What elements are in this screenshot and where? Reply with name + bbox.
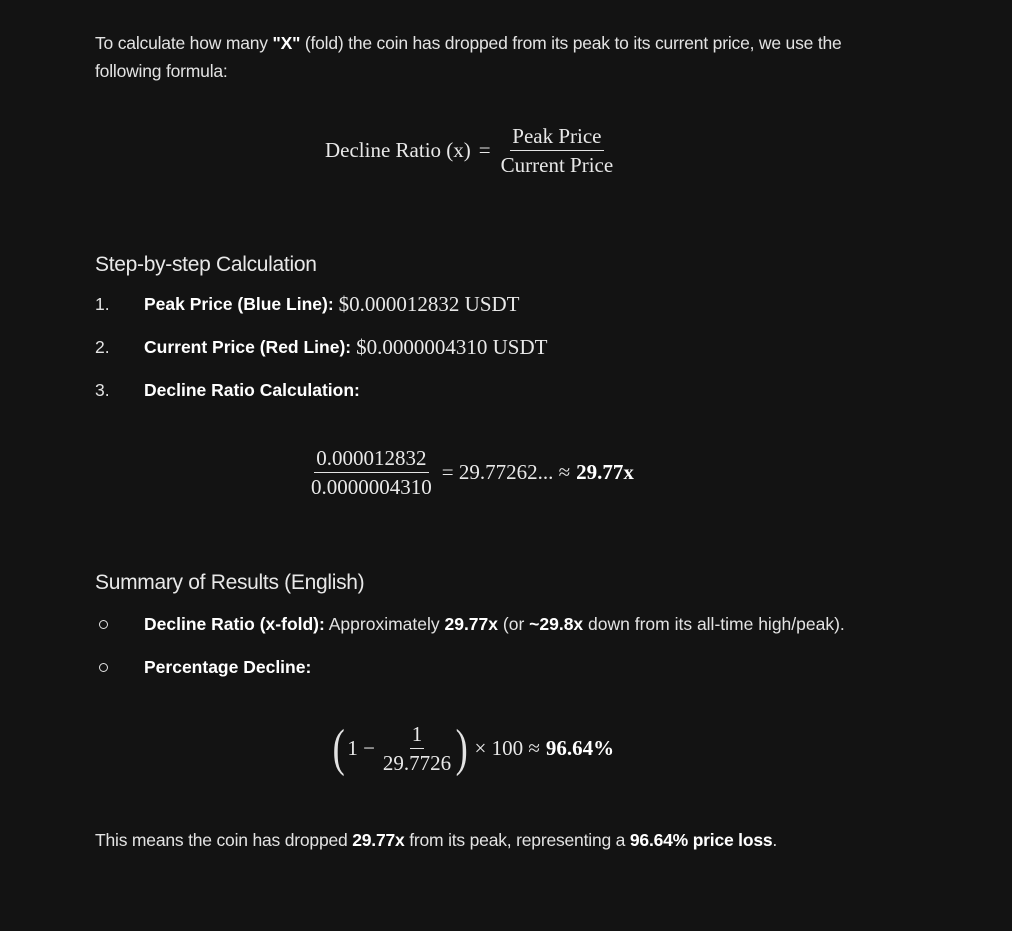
step-item-1: [95, 289, 520, 319]
pct-fraction: [381, 722, 453, 775]
formula-equals: =: [478, 138, 491, 163]
step-label: Decline Ratio Calculation:: [144, 379, 360, 400]
formula-lhs: Decline Ratio (x): [325, 138, 471, 163]
calc-fraction: [309, 446, 434, 499]
conclusion-paragraph: [95, 826, 777, 854]
pct-result: 96.64%: [545, 736, 615, 761]
pct-one: 1 −: [347, 736, 375, 761]
conclusion-text: This means the coin has dropped: [95, 830, 353, 850]
step-item-2: [95, 332, 547, 362]
formula-denominator: Current Price: [500, 153, 614, 178]
ratio-calculation: [309, 446, 634, 499]
summary-label: Percentage Decline:: [144, 656, 312, 677]
left-paren: (: [332, 719, 345, 777]
summary-text: down from its all-time high/peak).: [583, 613, 845, 634]
intro-text-2: (fold) the coin has dropped from its peak to its current price, we use the following formula:: [95, 33, 842, 81]
pct-denominator: 29.7726: [382, 751, 452, 776]
intro-text-1: To calculate how many: [95, 33, 273, 53]
conclusion-bold: 96.64% price loss: [629, 830, 773, 850]
step-label: Peak Price (Blue Line):: [144, 293, 334, 314]
intro-paragraph: [95, 29, 895, 85]
summary-bold: ~29.8x: [529, 613, 584, 634]
step-value: $0.0000004310 USDT: [356, 334, 548, 359]
step-marker: 2.: [95, 336, 110, 357]
step-marker: 3.: [95, 379, 110, 400]
calc-denominator: 0.0000004310: [311, 475, 432, 500]
summary-heading: Summary of Results (English): [95, 571, 365, 594]
step-value: $0.000012832 USDT: [338, 291, 520, 316]
formula-fraction: [499, 124, 616, 177]
decline-ratio-formula: [325, 124, 615, 177]
summary-text: Approximately: [324, 613, 445, 634]
conclusion-text: from its peak, representing a: [404, 830, 630, 850]
calc-numerator: 0.000012832: [314, 446, 428, 473]
bullet-marker: [95, 657, 144, 678]
summary-item-2: [95, 652, 311, 682]
summary-text: (or: [498, 613, 530, 634]
pct-numerator: 1: [410, 722, 425, 749]
bullet-marker: [95, 614, 144, 635]
step-heading: Step-by-step Calculation: [95, 253, 317, 276]
percentage-formula: [330, 719, 615, 777]
step-item-3: [95, 375, 360, 405]
right-paren: ): [455, 719, 468, 777]
calc-result: 29.77x: [576, 460, 634, 485]
summary-bold: 29.77x: [444, 613, 499, 634]
pct-rest: × 100 ≈: [474, 736, 540, 761]
conclusion-text: .: [772, 830, 778, 850]
step-marker: 1.: [95, 293, 110, 314]
formula-numerator: Peak Price: [510, 124, 603, 151]
conclusion-bold: 29.77x: [352, 830, 405, 850]
calc-rest: = 29.77262... ≈: [441, 460, 571, 485]
summary-label: Decline Ratio (x-fold):: [144, 613, 325, 634]
step-label: Current Price (Red Line):: [144, 336, 352, 357]
intro-x-bold: "X": [272, 33, 301, 53]
summary-item-1: [95, 609, 845, 639]
